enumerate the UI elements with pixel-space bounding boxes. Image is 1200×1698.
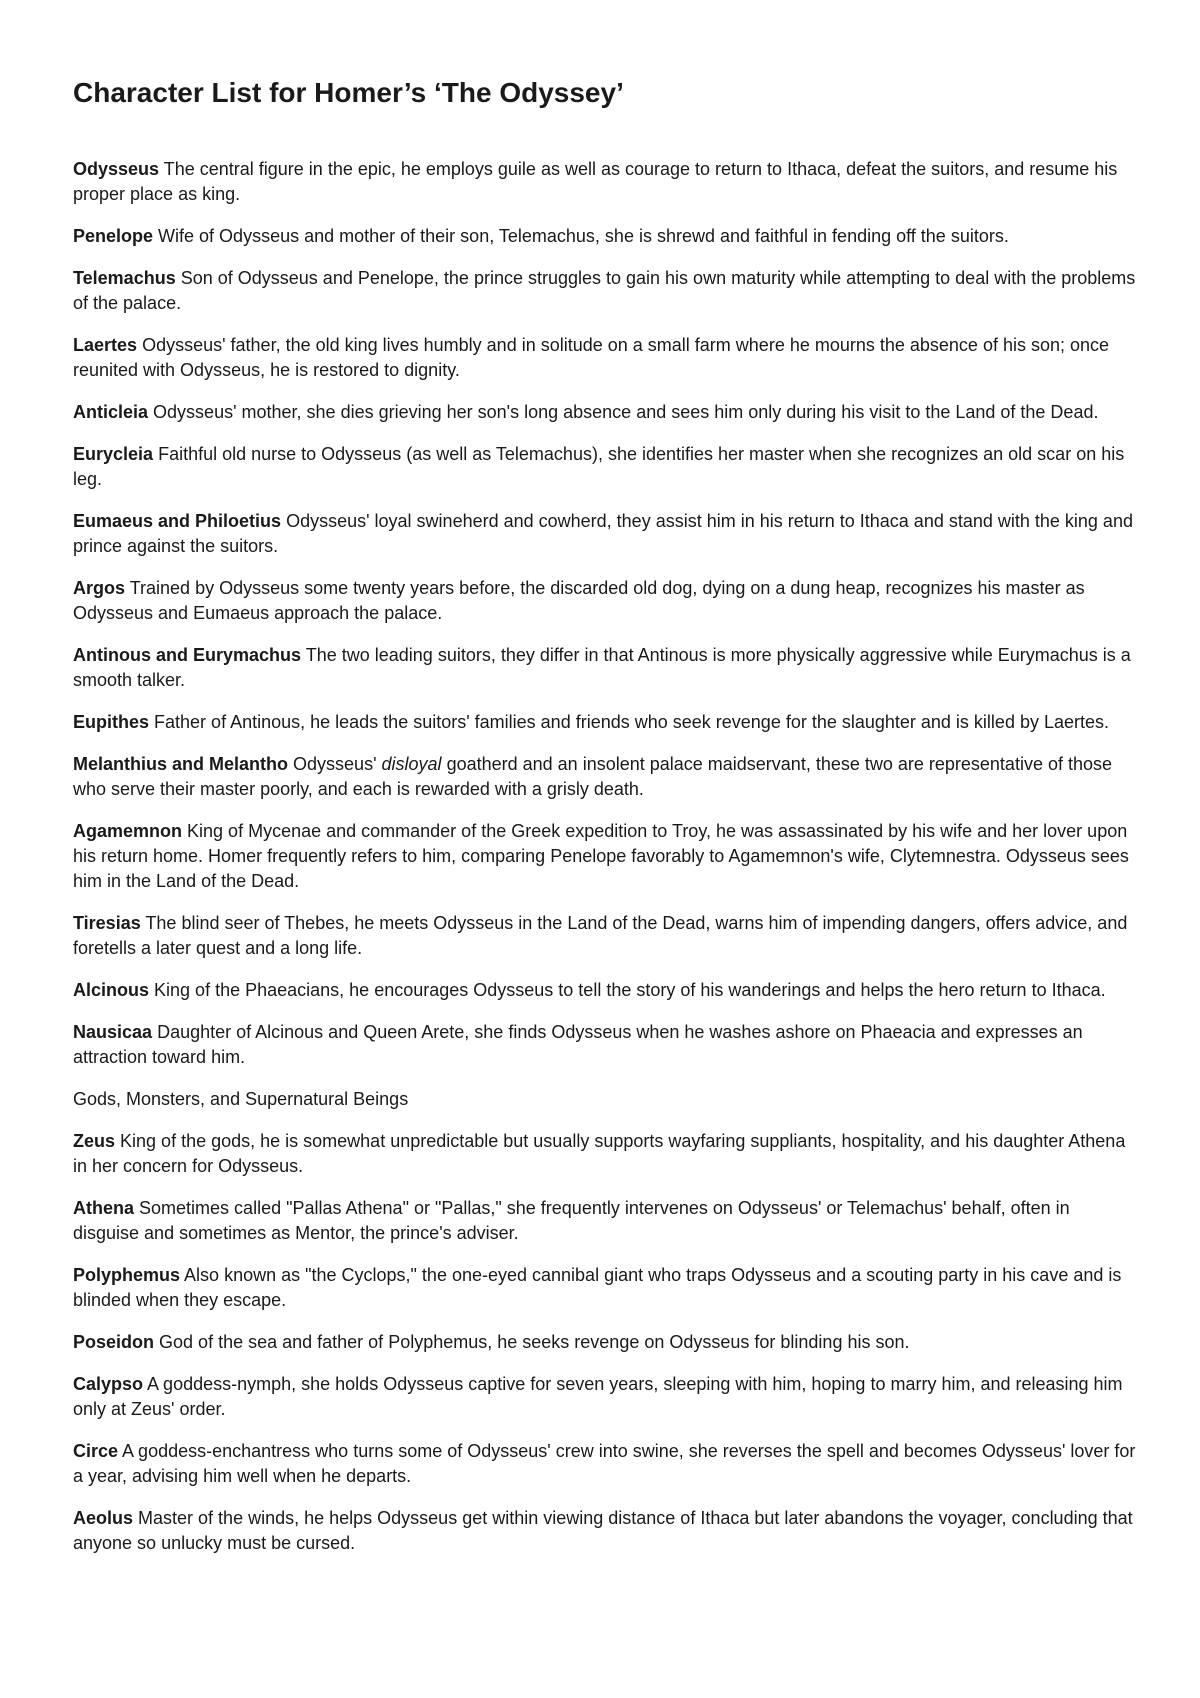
character-description: Sometimes called "Pallas Athena" or "Pallas," she frequently intervenes on Odysseus' or Telemachus' behalf, often in disguise and sometimes as Mentor, the prince's adviser. (73, 1198, 1070, 1243)
character-name: Tiresias (73, 913, 141, 933)
character-entry (73, 576, 1140, 626)
character-name: Nausicaa (73, 1022, 153, 1042)
character-description: Son of Odysseus and Penelope, the prince struggles to gain his own maturity while attempting to deal with the problems of the palace. (73, 268, 1136, 313)
character-name: Penelope (73, 226, 154, 246)
character-entry (73, 752, 1140, 802)
character-entry (73, 710, 1140, 735)
character-name: Agamemnon (73, 821, 183, 841)
character-description: Daughter of Alcinous and Queen Arete, she finds Odysseus when he washes ashore on Phaeacia and expresses an attraction toward him. (73, 1022, 1083, 1067)
character-entry (73, 442, 1140, 492)
character-description-emphasis: disloyal (381, 754, 442, 774)
character-entry (73, 911, 1140, 961)
section-heading: Gods, Monsters, and Supernatural Beings (73, 1089, 409, 1109)
character-entry (73, 1263, 1140, 1313)
character-name: Aeolus (73, 1508, 134, 1528)
character-entry (73, 333, 1140, 383)
character-list-gods (73, 1129, 1140, 1556)
character-description: Master of the winds, he helps Odysseus get within viewing distance of Ithaca but later abandons the voyager, concluding that anyone so unlucky must be cursed. (73, 1508, 1133, 1553)
character-entry (73, 1129, 1140, 1179)
character-description: Odysseus' loyal swineherd and cowherd, they assist him in his return to Ithaca and stand with the king and prince against the suitors. (73, 511, 1133, 556)
character-name: Athena (73, 1198, 135, 1218)
character-name: Poseidon (73, 1332, 155, 1352)
character-name: Odysseus (73, 159, 160, 179)
page-title: Character List for Homer’s ‘The Odyssey’ (73, 77, 624, 108)
character-entry (73, 157, 1140, 207)
character-entry (73, 1372, 1140, 1422)
character-entry (73, 400, 1140, 425)
character-name: Anticleia (73, 402, 149, 422)
character-entry (73, 1506, 1140, 1556)
character-description: King of the Phaeacians, he encourages Odysseus to tell the story of his wanderings and helps the hero return to Ithaca. (154, 980, 1106, 1000)
character-description: Faithful old nurse to Odysseus (as well as Telemachus), she identifies her master when she recognizes an old scar on his leg. (73, 444, 1125, 489)
character-entry (73, 509, 1140, 559)
character-description: Trained by Odysseus some twenty years before, the discarded old dog, dying on a dung heap, recognizes his master as Odysseus and Eumaeus approach the palace. (73, 578, 1085, 623)
character-description: King of Mycenae and commander of the Greek expedition to Troy, he was assassinated by his wife and her lover upon his return home. Homer frequently refers to him, comparing Penelope favorably to Agamemnon's wife, Clytemnestra. Odysseus sees him in the Land of the Dead. (73, 821, 1129, 891)
character-name: Eumaeus and Philoetius (73, 511, 282, 531)
character-name: Calypso (73, 1374, 144, 1394)
character-name: Alcinous (73, 980, 150, 1000)
character-description: The blind seer of Thebes, he meets Odysseus in the Land of the Dead, warns him of impending dangers, offers advice, and foretells a later quest and a long life. (73, 913, 1128, 958)
character-name: Laertes (73, 335, 138, 355)
character-name: Eurycleia (73, 444, 154, 464)
character-name: Telemachus (73, 268, 176, 288)
character-description-lead: Odysseus' (293, 754, 377, 774)
character-description: The central figure in the epic, he employs guile as well as courage to return to Ithaca, defeat the suitors, and resume his proper place as king. (73, 159, 1118, 204)
character-name: Antinous and Eurymachus (73, 645, 302, 665)
character-name: Zeus (73, 1131, 116, 1151)
character-entry (73, 266, 1140, 316)
character-description: Father of Antinous, he leads the suitors' families and friends who seek revenge for the slaughter and is killed by Laertes. (154, 712, 1110, 732)
character-name: Melanthius and Melantho (73, 754, 289, 774)
character-description: God of the sea and father of Polyphemus, he seeks revenge on Odysseus for blinding his son. (159, 1332, 910, 1352)
character-entry (73, 1196, 1140, 1246)
character-entry (73, 1330, 1140, 1355)
character-description: Odysseus' mother, she dies grieving her son's long absence and sees him only during his visit to the Land of the Dead. (153, 402, 1099, 422)
character-description: Also known as "the Cyclops," the one-eyed cannibal giant who traps Odysseus and a scouting party in his cave and is blinded when they escape. (73, 1265, 1122, 1310)
character-description: Wife of Odysseus and mother of their son, Telemachus, she is shrewd and faithful in fending off the suitors. (158, 226, 1009, 246)
character-list-main (73, 157, 1140, 1070)
character-description: goatherd and an insolent palace maidservant, these two are representative of those who serve their master poorly, and each is rewarded with a grisly death. (73, 754, 1112, 799)
character-description: A goddess-enchantress who turns some of Odysseus' crew into swine, she reverses the spell and becomes Odysseus' lover for a year, advising him well when he departs. (73, 1441, 1136, 1486)
character-description: Odysseus' father, the old king lives humbly and in solitude on a small farm where he mourns the absence of his son; once reunited with Odysseus, he is restored to dignity. (73, 335, 1110, 380)
character-name: Circe (73, 1441, 119, 1461)
character-name: Eupithes (73, 712, 150, 732)
character-description: The two leading suitors, they differ in that Antinous is more physically aggressive while Eurymachus is a smooth talker. (73, 645, 1131, 690)
character-entry (73, 819, 1140, 894)
character-entry (73, 1439, 1140, 1489)
character-description: King of the gods, he is somewhat unpredictable but usually supports wayfaring suppliants, hospitality, and his daughter Athena in her concern for Odysseus. (73, 1131, 1126, 1176)
character-entry (73, 643, 1140, 693)
character-entry (73, 224, 1140, 249)
character-entry (73, 978, 1140, 1003)
character-name: Argos (73, 578, 126, 598)
character-name: Polyphemus (73, 1265, 181, 1285)
character-entry (73, 1020, 1140, 1070)
character-description: A goddess-nymph, she holds Odysseus captive for seven years, sleeping with him, hoping to marry him, and releasing him only at Zeus' order. (73, 1374, 1123, 1419)
